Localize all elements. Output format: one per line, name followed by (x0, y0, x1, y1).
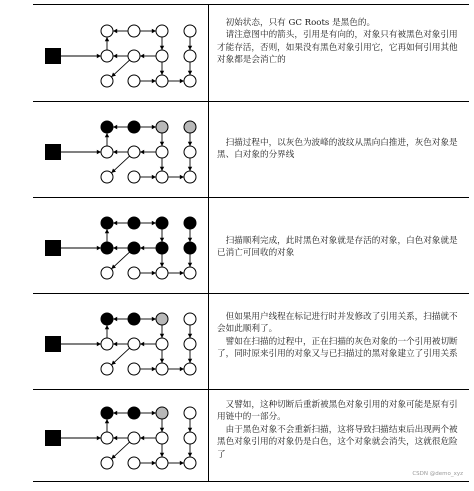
object-node (101, 407, 113, 419)
object-node (101, 242, 113, 254)
gc-roots-square (45, 240, 61, 256)
arrowhead (160, 167, 164, 171)
object-node (156, 121, 168, 133)
arrowhead (180, 367, 184, 371)
object-node (128, 171, 140, 183)
tri-color-marking-table (33, 4, 469, 479)
object-node (128, 25, 140, 37)
object-node (128, 407, 140, 419)
object-node (101, 363, 113, 375)
description-paragraph: 初始状态，只有 GC Roots 是黑色的。 (225, 18, 376, 28)
object-node (184, 267, 196, 279)
object-node (128, 50, 140, 62)
object-node (101, 457, 113, 469)
object-node (184, 171, 196, 183)
figure-cell (33, 293, 209, 389)
object-node (156, 171, 168, 183)
arrowhead (152, 175, 156, 179)
arrowhead (188, 238, 192, 242)
object-node (184, 242, 196, 254)
object-node (184, 75, 196, 87)
figure-cell (33, 101, 209, 197)
object-node (156, 432, 168, 444)
arrowhead (152, 271, 156, 275)
object-node (128, 338, 140, 350)
arrowhead (140, 54, 144, 58)
object-node (128, 217, 140, 229)
arrowhead (188, 428, 192, 432)
arrowhead (180, 175, 184, 179)
table-row (33, 5, 469, 102)
arrowhead (152, 125, 156, 129)
object-node (156, 25, 168, 37)
object-graph-3 (33, 197, 208, 293)
object-node (156, 313, 168, 325)
object-node (101, 75, 113, 87)
arrowhead (152, 29, 156, 33)
object-graph-1 (33, 5, 208, 101)
arrowhead (113, 125, 117, 129)
figure-cell (33, 5, 209, 101)
gc-roots-square (45, 430, 61, 446)
arrowhead (113, 411, 117, 415)
arrowhead (105, 133, 109, 137)
object-node (156, 146, 168, 158)
arrowhead (188, 263, 192, 267)
description-paragraph: 扫描过程中，以灰色为波峰的波纹从黑向白推进，灰色对象是黑、白对象的分界线 (217, 138, 458, 161)
arrowhead (113, 54, 117, 58)
object-node (101, 50, 113, 62)
description-cell (217, 5, 465, 113)
object-node (101, 171, 113, 183)
description-paragraph: 请注意图中的箭头，引用是有向的，对象只有被黑色对象引用才能存活，否则，如果没有黑色对象引用它，它再如何引用其他对象都是会消亡的 (217, 30, 458, 66)
arrowhead (113, 221, 117, 225)
object-node (101, 121, 113, 133)
object-node (184, 50, 196, 62)
object-node (184, 338, 196, 350)
object-node (128, 313, 140, 325)
arrowhead (160, 142, 164, 146)
arrowhead (152, 221, 156, 225)
arrowhead (160, 428, 164, 432)
arrowhead (113, 29, 117, 33)
object-node (184, 457, 196, 469)
arrowhead (97, 150, 101, 154)
arrowhead (160, 238, 164, 242)
gc-roots-square (45, 48, 61, 64)
object-node (156, 267, 168, 279)
object-node (184, 407, 196, 419)
table-row (33, 389, 469, 482)
object-node (156, 363, 168, 375)
object-graph-4 (33, 293, 208, 389)
arrowhead (160, 359, 164, 363)
arrowhead (140, 436, 144, 440)
arrowhead (105, 229, 109, 233)
object-node (101, 146, 113, 158)
arrowhead (113, 317, 117, 321)
object-node (101, 338, 113, 350)
arrowhead (188, 359, 192, 363)
description-paragraph: 由于黑色对象不会重新扫描，这将导致扫描结束后出现两个被黑色对象引用的对象仍是白色，这个对象就会消失，这就很危险了 (217, 424, 458, 460)
object-node (156, 242, 168, 254)
arrowhead (152, 79, 156, 83)
description-paragraph: 但如果用户线程在标记进行时并发修改了引用关系，扫描就不会如此顺利了。 (217, 312, 458, 335)
arrowhead (188, 453, 192, 457)
object-node (184, 121, 196, 133)
arrowhead (188, 46, 192, 50)
arrowhead (113, 436, 117, 440)
arrowhead (140, 342, 144, 346)
object-node (128, 457, 140, 469)
description-paragraph: 又譬如，这种切断后重新被黑色对象引用的对象可能是原有引用链中的一部分。 (217, 400, 458, 423)
object-node (184, 363, 196, 375)
arrowhead (105, 37, 109, 41)
gc-roots-square (45, 336, 61, 352)
object-node (156, 50, 168, 62)
arrowhead (97, 342, 101, 346)
object-node (184, 313, 196, 325)
arrowhead (160, 46, 164, 50)
watermark: CSDN @demo_xyz (412, 471, 463, 477)
arrowhead (152, 317, 156, 321)
arrowhead (152, 411, 156, 415)
arrowhead (97, 436, 101, 440)
description-paragraph: 譬如在扫描的过程中，正在扫描的灰色对象的一个引用被切断了，同时原来引用的对象又与已扫描过的黑对象建立了引用关系 (217, 336, 458, 360)
object-node (128, 267, 140, 279)
arrowhead (105, 325, 109, 329)
arrowhead (113, 246, 117, 250)
object-node (101, 217, 113, 229)
object-node (156, 338, 168, 350)
object-graph-5 (33, 389, 208, 481)
arrowhead (160, 71, 164, 75)
object-node (184, 146, 196, 158)
object-node (128, 75, 140, 87)
arrowhead (160, 334, 164, 338)
object-node (101, 313, 113, 325)
object-node (128, 242, 140, 254)
arrowhead (160, 263, 164, 267)
arrowhead (113, 342, 117, 346)
object-node (128, 121, 140, 133)
gc-roots-square (45, 144, 61, 160)
object-node (128, 432, 140, 444)
arrowhead (97, 246, 101, 250)
object-node (184, 217, 196, 229)
arrowhead (105, 419, 109, 423)
description-paragraph: 扫描顺利完成，此时黑色对象就是存活的对象，白色对象就是已消亡可回收的对象 (217, 236, 458, 259)
figure-cell (33, 389, 209, 481)
object-node (184, 25, 196, 37)
table-row (33, 293, 469, 390)
arrowhead (97, 54, 101, 58)
arrowhead (188, 334, 192, 338)
arrowhead (180, 461, 184, 465)
object-node (156, 217, 168, 229)
arrowhead (140, 150, 144, 154)
arrowhead (180, 79, 184, 83)
figure-cell (33, 197, 209, 293)
arrowhead (188, 71, 192, 75)
object-node (156, 457, 168, 469)
object-node (101, 432, 113, 444)
arrowhead (140, 246, 144, 250)
object-node (156, 407, 168, 419)
arrowhead (152, 367, 156, 371)
arrowhead (113, 150, 117, 154)
arrowhead (188, 167, 192, 171)
object-node (101, 25, 113, 37)
object-node (101, 267, 113, 279)
table-row (33, 101, 469, 198)
object-node (184, 432, 196, 444)
object-node (128, 363, 140, 375)
object-node (156, 75, 168, 87)
arrowhead (180, 271, 184, 275)
table-row (33, 197, 469, 294)
arrowhead (160, 453, 164, 457)
arrowhead (152, 461, 156, 465)
arrowhead (188, 142, 192, 146)
object-node (128, 146, 140, 158)
object-graph-2 (33, 101, 208, 197)
